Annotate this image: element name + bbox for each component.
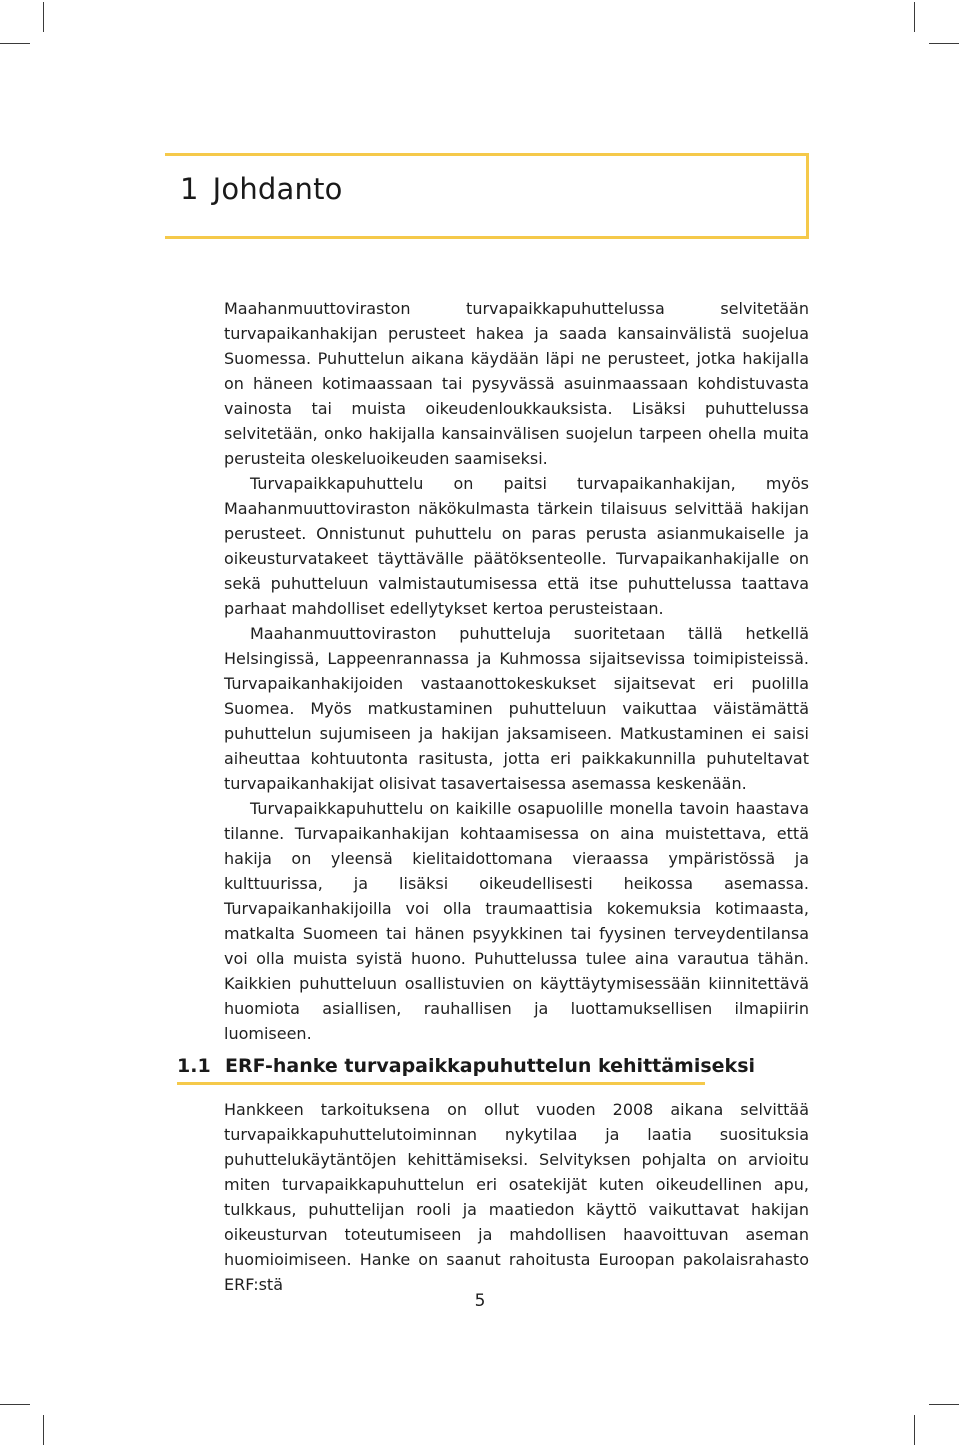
chapter-title-text: Johdanto — [212, 172, 343, 206]
paragraph-interview-importance: Turvapaikkapuhuttelu on paitsi turvapaikanhakijan, myös Maahanmuuttoviraston näkökulmasta tärkein tilaisuus selvittää hakijan perusteet. Onnistunut puhuttelu on paras perusta asianmukaiselle ja oikeusturvatakeet täyttävälle päätöksenteolle. Turvapaikanhakijalle on sekä puhutteluun valmistautumisessa että itse puhuttelussa taattava parhaat mahdolliset edellytykset kertoa perusteistaan. — [224, 474, 809, 618]
section-number: 1.1 — [177, 1055, 211, 1077]
paragraph-challenges: Turvapaikkapuhuttelu on kaikille osapuolille monella tavoin haastava tilanne. Turvapaikanhakijan kohtaamisessa on aina muistettava, että hakija on yleensä kielitaidottomana vieraassa ympäristössä ja kulttuurissa, ja lisäksi oikeudellisesti heikossa asemassa. Turvapaikanhakijoilla voi olla traumaattisia kokemuksia kotimaasta, matkalta Suomeen tai hänen psyykkinen tai fyysinen terveydentilansa voi olla muista syistä huono. Puhuttelussa tulee aina varautua tähän. Kaikkien puhutteluun osallistuvien on käyttäytymisessään kiinnitettävä huomiota asiallisen, rauhallisen ja luottamuksellisen ilmapiirin luomiseen. — [224, 799, 809, 1043]
paragraph-intro: Maahanmuuttoviraston turvapaikkapuhuttelussa selvitetään turvapaikanhakijan perusteet hakea ja saada kansainvälistä suojelua Suomessa. Puhuttelun aikana käydään läpi ne perusteet, jotka hakijalla on häneen kotimaassaan tai pysyvässä asuinmaassaan kohdistuvasta vainosta tai muista oikeudenloukkauksista. Lisäksi puhuttelussa selvitetään, onko hakijalla kansainvälisen suojelun tarpeen ohella muita perusteita oleskeluoikeuden saamiseksi. — [224, 299, 809, 468]
paragraph-locations: Maahanmuuttoviraston puhutteluja suoritetaan tällä hetkellä Helsingissä, Lappeenrannassa ja Kuhmossa sijaitsevissa toimipisteissä. Turvapaikanhakijoiden vastaanottokeskukset sijaitsevat eri puolilla Suomea. Myös matkustaminen puhutteluun vaikuttaa väistämättä puhuttelun sujumiseen ja hakijan jaksamiseen. Matkustaminen ei saisi aiheuttaa kohtuutonta rasitusta, jotta eri paikkakunnilla puhuteltavat turvapaikanhakijat olisivat tasavertaisessa asemassa keskenään. — [224, 624, 809, 793]
section-title: ERF-hanke turvapaikkapuhuttelun kehittämiseksi — [225, 1055, 756, 1077]
crop-mark — [914, 2, 915, 32]
crop-mark — [0, 1404, 30, 1405]
chapter-number: 1 — [180, 172, 199, 206]
chapter-title — [180, 172, 343, 206]
crop-mark — [43, 2, 44, 32]
crop-mark — [43, 1415, 44, 1445]
crop-mark — [914, 1415, 915, 1445]
crop-mark — [929, 1404, 959, 1405]
section-underline — [177, 1082, 705, 1085]
section-heading — [177, 1055, 755, 1083]
crop-mark — [929, 43, 959, 44]
crop-mark — [0, 43, 30, 44]
page-number: 5 — [474, 1291, 486, 1311]
paragraph-project: Hankkeen tarkoituksena on ollut vuoden 2008 aikana selvittää turvapaikkapuhuttelutoiminnan nykytilaa ja laatia suosituksia puhuttelukäytäntöjen kehittämiseksi. Selvityksen pohjalta on arvioitu miten turvapaikkapuhuttelun eri osatekijät kuten oikeudellinen apu, tulkkaus, puhuttelijan rooli ja maatiedon käyttö vaikuttavat hakijan oikeusturvan toteutumiseen ja mahdollisen haavoittuvan aseman huomioimiseen. Hanke on saanut rahoitusta Euroopan pakolaisrahasto ERF:stä — [224, 1100, 809, 1294]
